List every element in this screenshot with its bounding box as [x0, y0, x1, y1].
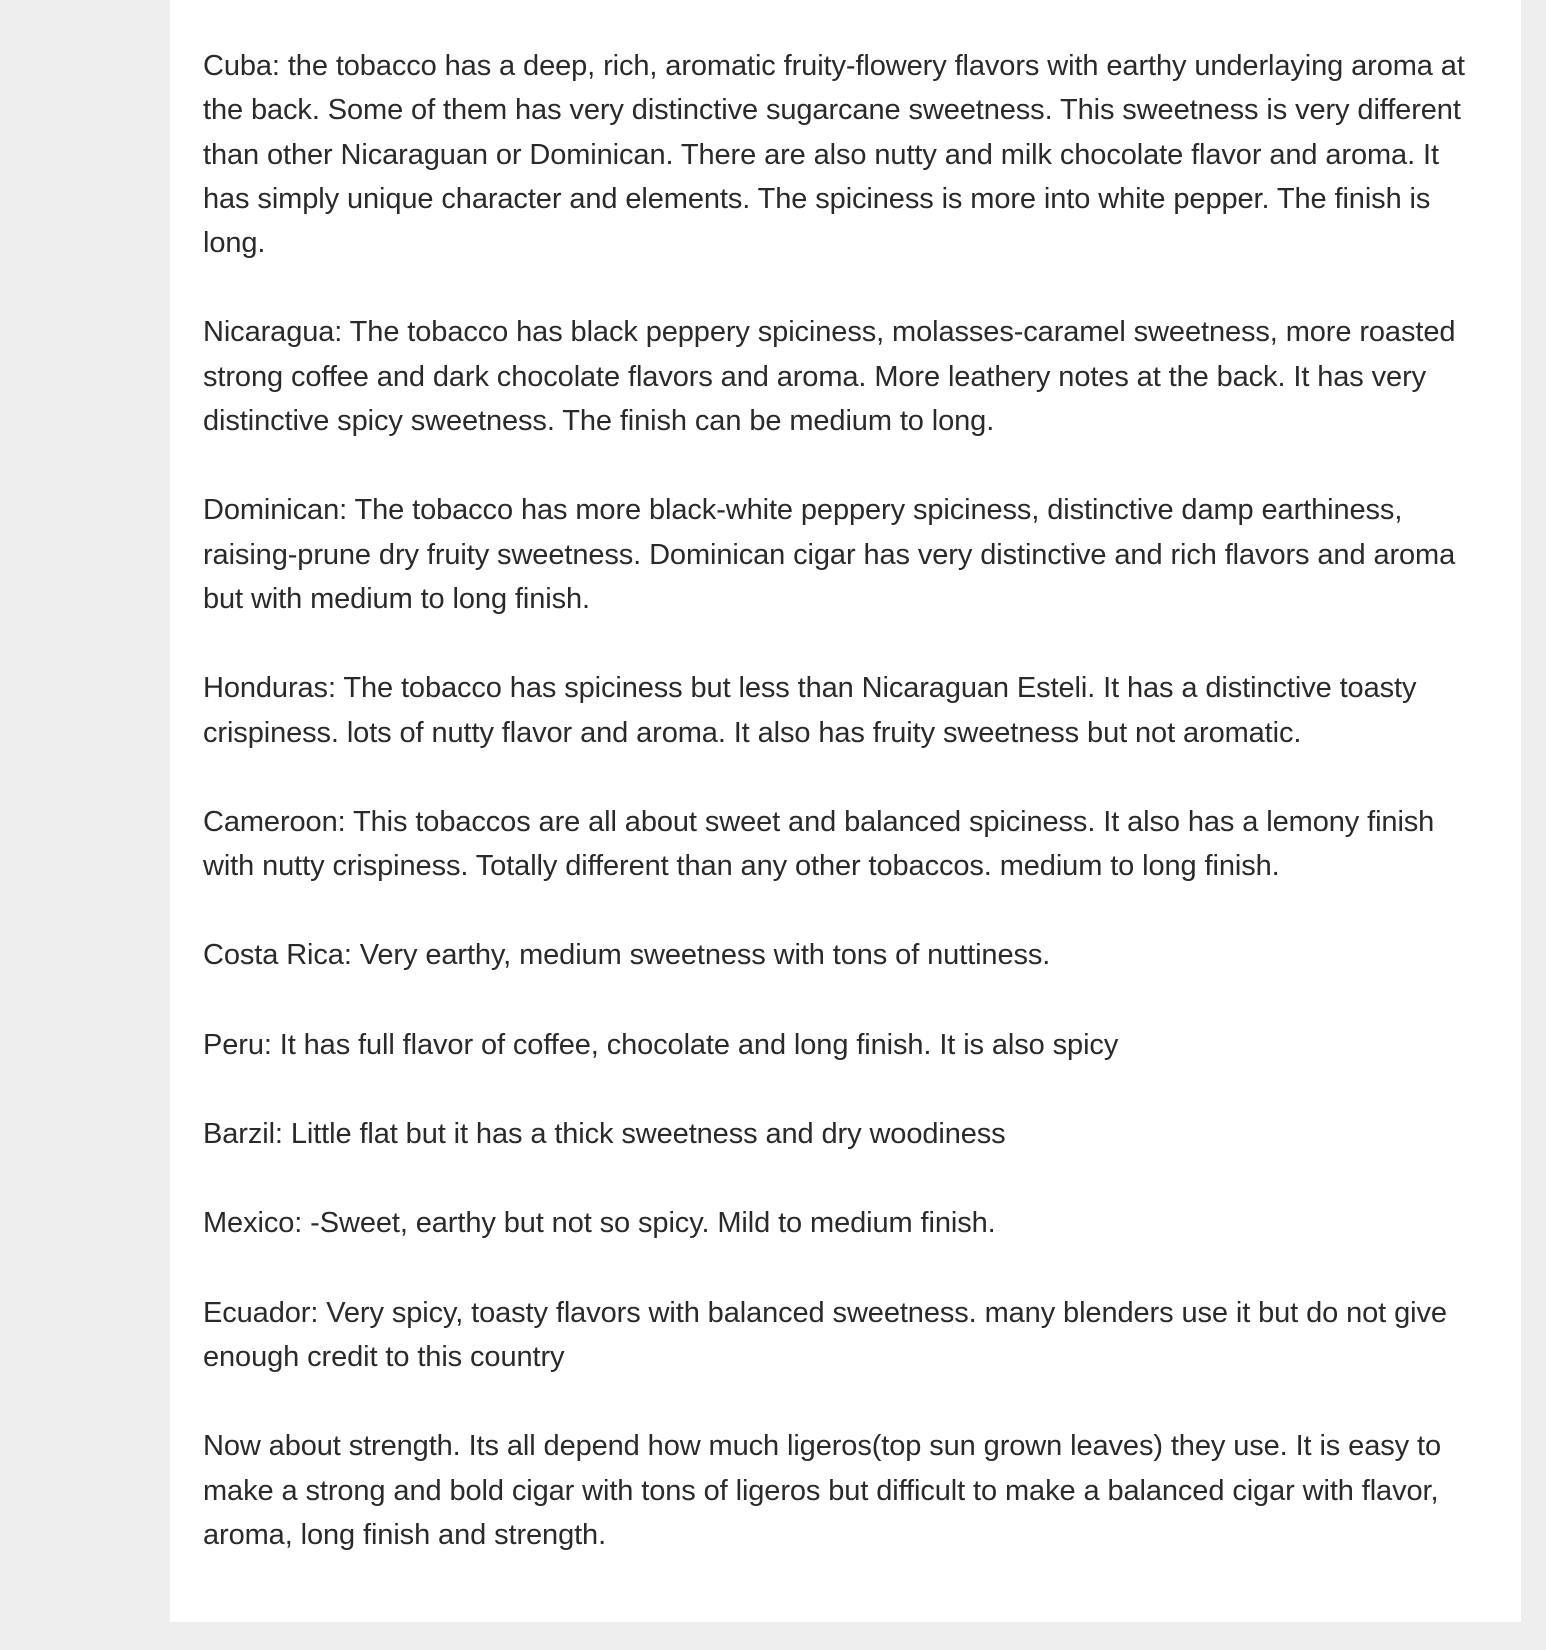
paragraph-brazil: Barzil: Little flat but it has a thick sweetness and dry woodiness	[203, 1118, 1006, 1151]
paragraph-strength: Now about strength. Its all depend how much ligeros(top sun grown leaves) they use. It is easy to make a strong and bold cigar with tons of ligeros but difficult to make a balanced cigar with flavor, aroma, long finish and strength.	[203, 1430, 1441, 1551]
post-content-panel	[170, 0, 1521, 1622]
paragraph-peru: Peru: It has full flavor of coffee, chocolate and long finish. It is also spicy	[203, 1028, 1119, 1061]
paragraph-dominican: Dominican: The tobacco has more black-white peppery spiciness, distinctive damp earthiness, raising-prune dry fruity sweetness. Dominican cigar has very distinctive and rich flavors and aroma but with medium to long finish.	[203, 494, 1456, 615]
paragraph-cuba: Cuba: the tobacco has a deep, rich, aromatic fruity-flowery flavors with earthy underlaying aroma at the back. Some of them has very distinctive sugarcane sweetness. This sweetness is very different than other Nicaraguan or Dominican. There are also nutty and milk chocolate flavor and aroma. It has simply unique character and elements. The spiciness is more into white pepper. The finish is long.	[203, 50, 1465, 260]
paragraph-ecuador: Ecuador: Very spicy, toasty flavors with balanced sweetness. many blenders use it but do not give enough credit to this country	[203, 1296, 1447, 1373]
paragraph-honduras: Honduras: The tobacco has spiciness but less than Nicaraguan Esteli. It has a distinctive toasty crispiness. lots of nutty flavor and aroma. It also has fruity sweetness but not aromatic.	[203, 672, 1417, 749]
paragraph-mexico: Mexico: -Sweet, earthy but not so spicy. Mild to medium finish.	[203, 1207, 996, 1240]
paragraph-costa-rica: Costa Rica: Very earthy, medium sweetness with tons of nuttiness.	[203, 939, 1051, 972]
paragraph-cameroon: Cameroon: This tobaccos are all about sweet and balanced spiciness. It also has a lemony finish with nutty crispiness. Totally different than any other tobaccos. medium to long finish.	[203, 805, 1435, 883]
paragraph-nicaragua: Nicaragua: The tobacco has black peppery spiciness, molasses-caramel sweetness, more roasted strong coffee and dark chocolate flavors and aroma. More leathery notes at the back. It has very distinctive spicy sweetness. The finish can be medium to long.	[203, 316, 1456, 438]
